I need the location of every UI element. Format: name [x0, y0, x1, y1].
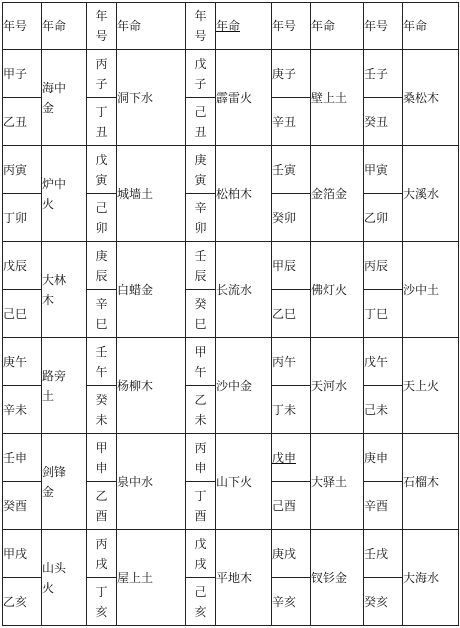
nayin-cell-5: 沙中土	[403, 242, 459, 338]
ganzhi-cell-a: 甲寅	[364, 146, 403, 194]
ganzhi-cell-a: 戊辰	[3, 242, 42, 290]
header-nianming-3	[216, 3, 272, 50]
ganzhi-char: 申	[95, 460, 108, 475]
ganzhi-char: 丑	[95, 124, 108, 139]
nayin-cell-2: 泉中水	[117, 434, 186, 530]
ganzhi-cell-a: 庚申	[364, 434, 403, 482]
header-hao-char: 号	[194, 29, 207, 43]
ganzhi-vertical-b	[186, 290, 216, 338]
ganzhi-char: 戊	[95, 152, 108, 167]
ganzhi-cell-b: 辛未	[3, 386, 42, 434]
nayin-cell-5: 桑松木	[403, 50, 459, 146]
ganzhi-cell-a: 甲戌	[3, 530, 42, 578]
ganzhi-char: 丁	[95, 104, 108, 119]
nayin-cell-4: 壁上土	[311, 50, 364, 146]
ganzhi-cell-a: 壬子	[364, 50, 403, 98]
nayin-cell-1	[42, 338, 87, 434]
header-nianming-4: 年命	[311, 3, 364, 50]
ganzhi-vertical-b	[87, 194, 117, 242]
nayin-cell-3: 长流水	[216, 242, 272, 338]
ganzhi-vertical-a	[87, 242, 117, 290]
nayin-cell-2: 屋上土	[117, 530, 186, 626]
ganzhi-char: 壬	[95, 344, 108, 359]
header-nianhao-5: 年号	[364, 3, 403, 50]
table-row	[3, 338, 459, 386]
ganzhi-char: 壬	[194, 248, 207, 263]
ganzhi-vertical-b	[186, 194, 216, 242]
nayin-line: 山头	[42, 560, 67, 575]
ganzhi-char: 酉	[95, 508, 108, 523]
ganzhi-vertical-a	[87, 530, 117, 578]
ganzhi-char: 戌	[95, 556, 108, 571]
ganzhi-cell-b: 己未	[364, 386, 403, 434]
header-nianming-3-text: 年命	[216, 19, 241, 33]
ganzhi-vertical-a	[87, 50, 117, 98]
ganzhi-char: 酉	[194, 508, 207, 523]
header-nianhao-1: 年号	[3, 3, 42, 50]
nayin-cell-3: 霹雷火	[216, 50, 272, 146]
ganzhi-cell-b: 乙亥	[3, 578, 42, 626]
ganzhi-cell-a: 壬申	[3, 434, 42, 482]
ganzhi-char: 卯	[95, 220, 108, 235]
ganzhi-char: 巳	[95, 316, 108, 331]
ganzhi-char: 庚	[95, 248, 108, 263]
nayin-cell-4: 天河水	[311, 338, 364, 434]
nayin-cell-3: 松柏木	[216, 146, 272, 242]
ganzhi-cell-b: 癸酉	[3, 482, 42, 530]
ganzhi-char: 乙	[95, 488, 108, 503]
ganzhi-char: 庚	[194, 152, 207, 167]
nayin-line: 剑锋	[42, 464, 67, 479]
ganzhi-vertical-b	[186, 578, 216, 626]
nayin-cell-4: 佛灯火	[311, 242, 364, 338]
nayin-cell-5: 石榴木	[403, 434, 459, 530]
ganzhi-cell-b: 癸亥	[364, 578, 403, 626]
ganzhi-char: 未	[194, 412, 207, 427]
ganzhi-char: 癸	[95, 392, 108, 407]
header-nianming-1: 年命	[42, 3, 87, 50]
ganzhi-cell-b: 乙巳	[272, 290, 311, 338]
ganzhi-cell-b: 己巳	[3, 290, 42, 338]
ganzhi-char: 寅	[95, 172, 108, 187]
ganzhi-cell-b: 己酉	[272, 482, 311, 530]
ganzhi-char: 甲	[95, 440, 108, 455]
table-row	[3, 146, 459, 194]
ganzhi-cell-b: 丁卯	[3, 194, 42, 242]
ganzhi-vertical-b	[87, 482, 117, 530]
ganzhi-cell-b: 癸丑	[364, 98, 403, 146]
nayin-cell-2: 杨柳木	[117, 338, 186, 434]
ganzhi-cell-a: 壬戌	[364, 530, 403, 578]
nayin-cell-1	[42, 50, 87, 146]
ganzhi-char: 戊	[194, 56, 207, 71]
ganzhi-vertical-b	[87, 98, 117, 146]
table-row	[3, 242, 459, 290]
header-nian-char: 年	[194, 9, 207, 23]
ganzhi-char: 子	[95, 76, 108, 91]
ganzhi-cell-b: 丁巳	[364, 290, 403, 338]
ganzhi-vertical-a	[186, 434, 216, 482]
nayin-cell-1	[42, 146, 87, 242]
ganzhi-cell-a: 庚子	[272, 50, 311, 98]
ganzhi-char: 己	[95, 200, 108, 215]
ganzhi-cell-a: 甲辰	[272, 242, 311, 290]
ganzhi-cell-a: 庚午	[3, 338, 42, 386]
ganzhi-char: 亥	[95, 604, 108, 619]
ganzhi-char: 巳	[194, 316, 207, 331]
nayin-line: 海中	[42, 80, 67, 95]
nayin-cell-4: 金箔金	[311, 146, 364, 242]
ganzhi-char: 丑	[194, 124, 207, 139]
ganzhi-char: 癸	[194, 296, 207, 311]
ganzhi-vertical-b	[186, 386, 216, 434]
nayin-line: 火	[42, 580, 55, 595]
ganzhi-vertical-b	[186, 482, 216, 530]
ganzhi-vertical-b	[87, 386, 117, 434]
nayin-line: 土	[42, 388, 55, 403]
ganzhi-char: 亥	[194, 604, 207, 619]
nayin-cell-1	[42, 530, 87, 626]
ganzhi-char: 己	[194, 104, 207, 119]
nayin-cell-5: 大海水	[403, 530, 459, 626]
ganzhi-cell-a: 丙辰	[364, 242, 403, 290]
nayin-line: 金	[42, 484, 55, 499]
ganzhi-vertical-a	[87, 434, 117, 482]
ganzhi-underlined-text: 戊申	[272, 450, 297, 465]
nayin-line: 大林	[42, 272, 67, 287]
ganzhi-char: 午	[194, 364, 207, 379]
ganzhi-vertical-a	[186, 530, 216, 578]
table-row	[3, 530, 459, 578]
nayin-cell-3: 山下火	[216, 434, 272, 530]
ganzhi-cell-b: 癸卯	[272, 194, 311, 242]
ganzhi-char: 寅	[194, 172, 207, 187]
header-nian-char: 年	[95, 9, 108, 23]
nayin-cell-2: 白蜡金	[117, 242, 186, 338]
ganzhi-cell-a: 壬寅	[272, 146, 311, 194]
ganzhi-cell-b: 乙卯	[364, 194, 403, 242]
ganzhi-vertical-a	[87, 146, 117, 194]
nayin-cell-2: 城墙土	[117, 146, 186, 242]
ganzhi-cell-a: 丙午	[272, 338, 311, 386]
ganzhi-char: 丁	[194, 488, 207, 503]
ganzhi-char: 戊	[194, 536, 207, 551]
nayin-cell-5: 大溪水	[403, 146, 459, 242]
ganzhi-char: 辰	[95, 268, 108, 283]
ganzhi-char: 丁	[95, 584, 108, 599]
nayin-cell-1	[42, 434, 87, 530]
header-nianming-2: 年命	[117, 3, 186, 50]
ganzhi-vertical-a	[186, 146, 216, 194]
ganzhi-char: 申	[194, 460, 207, 475]
header-hao-char: 号	[95, 29, 108, 43]
nayin-line: 炉中	[42, 176, 67, 191]
nayin-line: 火	[42, 196, 55, 211]
nayin-line: 路旁	[42, 368, 67, 383]
table-row	[3, 50, 459, 98]
ganzhi-vertical-b	[87, 578, 117, 626]
header-nianhao-3	[186, 3, 216, 50]
nayin-table	[2, 2, 459, 626]
ganzhi-cell-a: 庚戌	[272, 530, 311, 578]
ganzhi-cell-b: 辛酉	[364, 482, 403, 530]
ganzhi-vertical-a	[87, 338, 117, 386]
ganzhi-vertical-b	[186, 98, 216, 146]
ganzhi-char: 卯	[194, 220, 207, 235]
nayin-cell-4: 钗钐金	[311, 530, 364, 626]
ganzhi-cell-a: 戊午	[364, 338, 403, 386]
ganzhi-char: 乙	[194, 392, 207, 407]
ganzhi-cell-a	[272, 434, 311, 482]
header-nianming-5: 年命	[403, 3, 459, 50]
nayin-cell-3: 平地木	[216, 530, 272, 626]
nayin-line: 金	[42, 100, 55, 115]
ganzhi-vertical-b	[87, 290, 117, 338]
header-row	[3, 3, 459, 50]
nayin-cell-1	[42, 242, 87, 338]
nayin-cell-4: 大驿土	[311, 434, 364, 530]
nayin-cell-2: 洞下水	[117, 50, 186, 146]
ganzhi-char: 甲	[194, 344, 207, 359]
header-nianhao-4: 年号	[272, 3, 311, 50]
ganzhi-vertical-a	[186, 50, 216, 98]
nayin-line: 木	[42, 292, 55, 307]
ganzhi-char: 戌	[194, 556, 207, 571]
ganzhi-char: 丙	[194, 440, 207, 455]
ganzhi-char: 子	[194, 76, 207, 91]
ganzhi-char: 丙	[95, 56, 108, 71]
ganzhi-char: 己	[194, 584, 207, 599]
nayin-cell-5: 天上火	[403, 338, 459, 434]
ganzhi-cell-b: 乙丑	[3, 98, 42, 146]
ganzhi-char: 丙	[95, 536, 108, 551]
ganzhi-cell-b: 辛丑	[272, 98, 311, 146]
table-row	[3, 434, 459, 482]
ganzhi-cell-a: 甲子	[3, 50, 42, 98]
nayin-cell-3: 沙中金	[216, 338, 272, 434]
ganzhi-char: 午	[95, 364, 108, 379]
header-nianhao-2	[87, 3, 117, 50]
ganzhi-vertical-a	[186, 242, 216, 290]
ganzhi-char: 辛	[194, 200, 207, 215]
ganzhi-cell-a: 丙寅	[3, 146, 42, 194]
ganzhi-vertical-a	[186, 338, 216, 386]
ganzhi-char: 辰	[194, 268, 207, 283]
ganzhi-char: 辛	[95, 296, 108, 311]
ganzhi-char: 未	[95, 412, 108, 427]
ganzhi-cell-b: 丁未	[272, 386, 311, 434]
ganzhi-cell-b: 辛亥	[272, 578, 311, 626]
